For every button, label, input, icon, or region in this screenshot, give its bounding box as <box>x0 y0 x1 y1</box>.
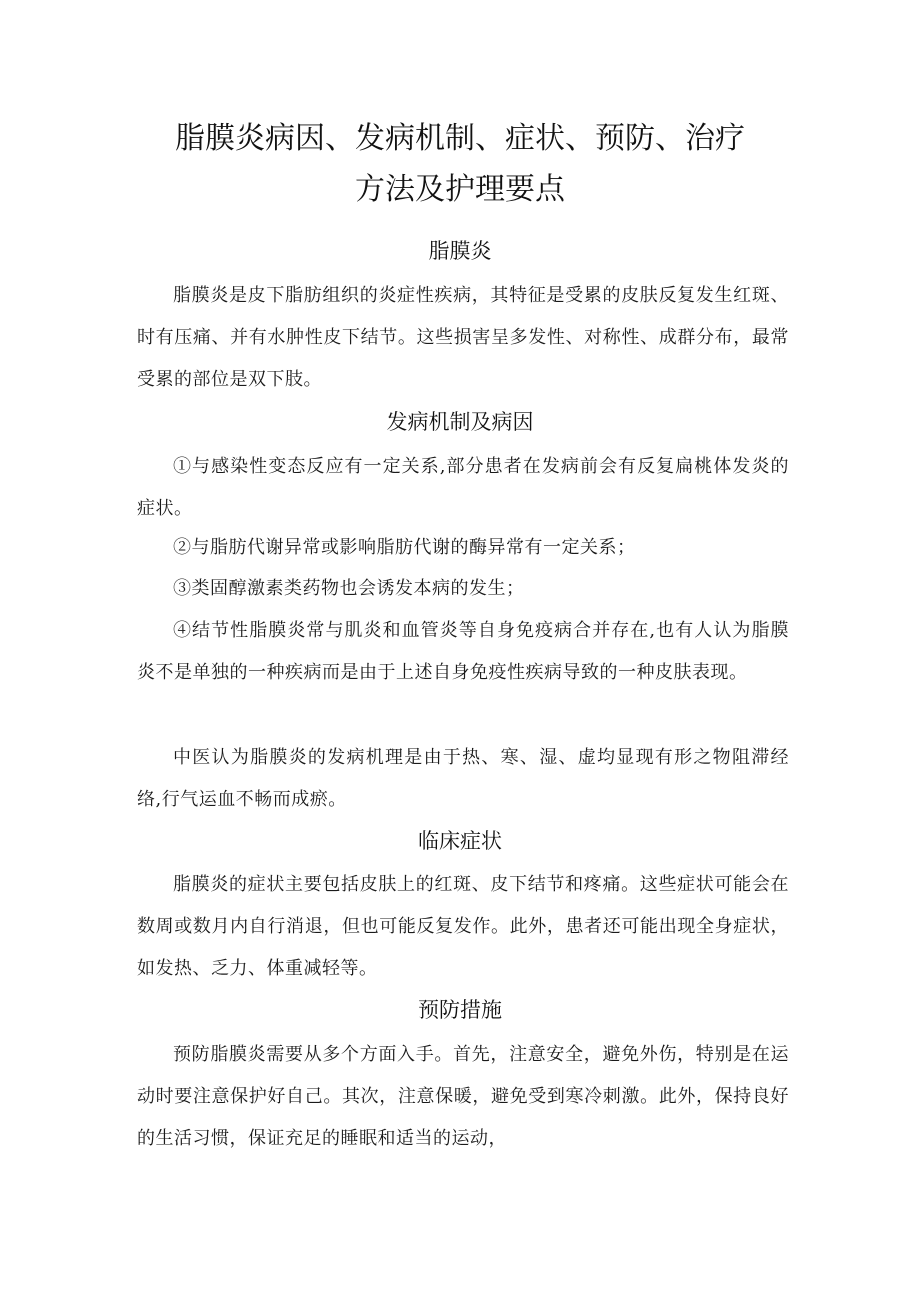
document-title <box>100 113 820 215</box>
pathogenesis-item-1: ①与感染性变态反应有一定关系,部分患者在发病前会有反复扁桃体发炎的症状。 <box>137 456 789 519</box>
pathogenesis-item-3: ③类固醇激素类药物也会诱发本病的发生； <box>173 578 525 599</box>
pathogenesis-item-2: ②与脂肪代谢异常或影响脂肪代谢的酶异常有一定关系； <box>173 537 636 558</box>
title-line-2: 方法及护理要点 <box>355 172 565 207</box>
section-heading-symptoms: 临床症状 <box>418 829 502 853</box>
title-line-1: 脂膜炎病因、发病机制、症状、预防、治疗 <box>175 121 745 156</box>
section-heading-pathogenesis: 发病机制及病因 <box>386 410 534 434</box>
section-heading-prevention: 预防措施 <box>418 998 502 1022</box>
tcm-paragraph: 中医认为脂膜炎的发病机理是由于热、寒、湿、虚均显现有形之物阻滞经络,行气运血不畅而成瘀。 <box>137 747 789 810</box>
pathogenesis-item-4: ④结节性脂膜炎常与肌炎和血管炎等自身免疫病合并存在,也有人认为脂膜炎不是单独的一种疾病而是由于上述自身免疫性疾病导致的一种皮肤表现。 <box>137 620 789 683</box>
overview-paragraph: 脂膜炎是皮下脂肪组织的炎症性疾病，其特征是受累的皮肤反复发生红斑、时有压痛、并有水肿性皮下结节。这些损害呈多发性、对称性、成群分布，最常受累的部位是双下肢。 <box>137 285 789 390</box>
symptoms-paragraph: 脂膜炎的症状主要包括皮肤上的红斑、皮下结节和疼痛。这些症状可能会在数周或数月内自行消退，但也可能反复发作。此外，患者还可能出现全身症状，如发热、乏力、体重减轻等。 <box>137 874 789 979</box>
section-heading-overview: 脂膜炎 <box>428 239 492 263</box>
prevention-paragraph: 预防脂膜炎需要从多个方面入手。首先，注意安全，避免外伤，特别是在运动时要注意保护好自己。其次，注意保暖，避免受到寒冷刺激。此外，保持良好的生活习惯，保证充足的睡眠和适当的运动， <box>137 1044 789 1149</box>
